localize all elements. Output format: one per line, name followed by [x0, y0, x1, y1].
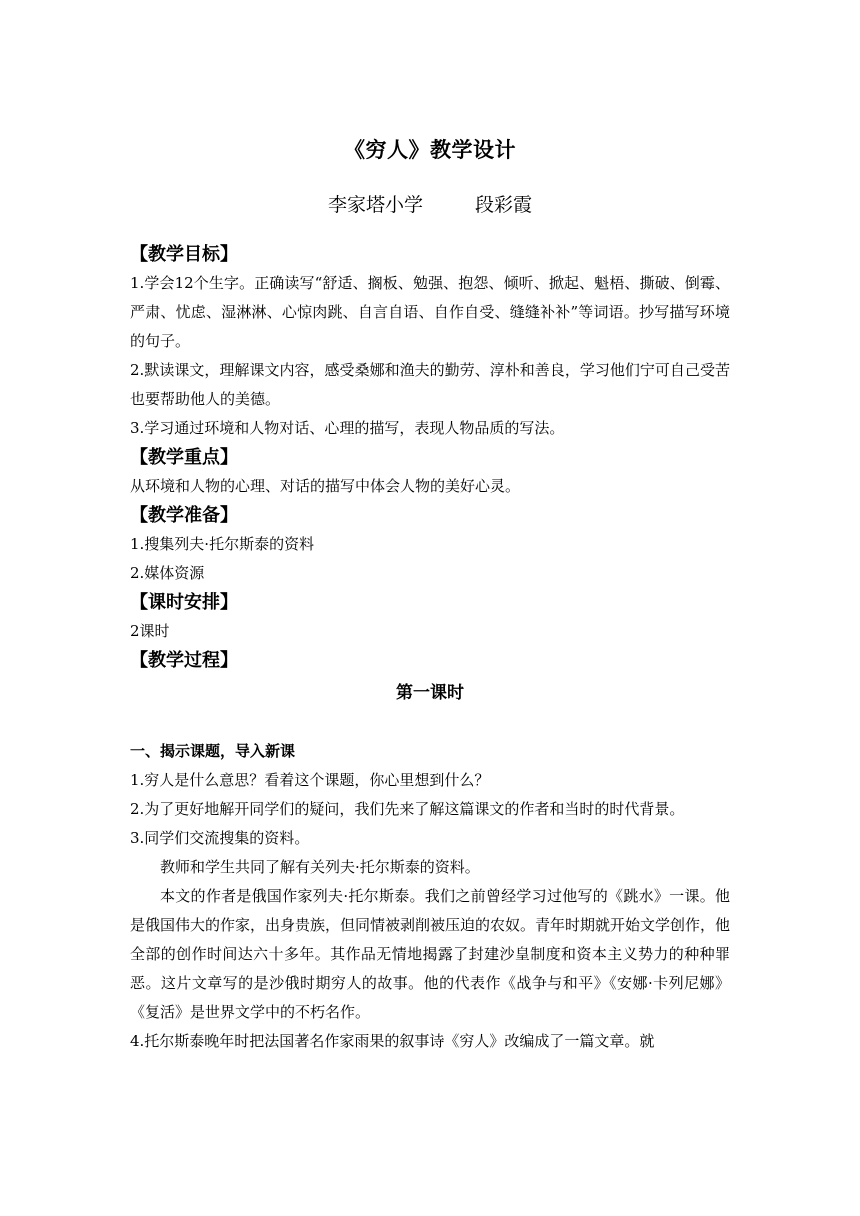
process-item-2: 2.为了更好地解开同学们的疑问，我们先来了解这篇课文的作者和当时的时代背景。	[130, 800, 685, 818]
process-item-1: 1.穷人是什么意思？看着这个课题，你心里想到什么？	[130, 771, 490, 789]
schedule-text: 2课时	[130, 622, 170, 640]
key-points-heading: 【教学重点】	[130, 447, 238, 468]
process-note: 教师和学生共同了解有关列夫·托尔斯泰的资料。	[160, 858, 480, 876]
author-background-paragraph: 本文的作者是俄国作家列夫·托尔斯泰。我们之前曾经学习过他写的《跳水》一课。他是俄国伟大的作家，出身贵族，但同情被剥削被压迫的农奴。青年时期就开始文学创作，他全部的创作时间达六十多年。其作品无情地揭露了封建沙皇制度和资本主义势力的种种罪恶。这片文章写的是沙俄时期穷人的故事。他的代表作《战争与和平》《安娜·卡列尼娜》《复活》是世界文学中的不朽名作。	[130, 887, 731, 1021]
section-spacer	[130, 711, 730, 737]
schedule-heading: 【课时安排】	[130, 592, 238, 613]
lesson-title: 第一课时	[396, 683, 464, 703]
process-item-4: 4.托尔斯泰晚年时把法国著名作家雨果的叙事诗《穷人》改编成了一篇文章。就	[130, 1032, 655, 1050]
document-title: 《穷人》教学设计	[344, 138, 516, 162]
preparation-item-2: 2.媒体资源	[130, 564, 205, 582]
objective-item-1: 1.学会12个生字。正确读写“舒适、搁板、勉强、抱怨、倾听、掀起、魁梧、撕破、倒霉、严肃、忧虑、湿淋淋、心惊肉跳、自言自语、自作自受、缝缝补补”等词语。抄写描写环境的句子。	[130, 274, 730, 350]
objective-item-3: 3.学习通过环境和人物对话、心理的描写，表现人物品质的写法。	[130, 419, 565, 437]
process-item-3: 3.同学们交流搜集的资料。	[130, 829, 310, 847]
key-points-text: 从环境和人物的心理、对话的描写中体会人物的美好心灵。	[130, 477, 521, 495]
document-content	[130, 130, 730, 1056]
school-name: 李家塔小学	[327, 194, 423, 216]
objective-item-2: 2.默读课文，理解课文内容，感受桑娜和渔夫的勤劳、淳朴和善良，学习他们宁可自己受苦也要帮助他人的美德。	[130, 361, 730, 408]
document-byline	[130, 188, 730, 222]
preparation-item-1: 1.搜集列夫·托尔斯泰的资料	[130, 535, 315, 553]
objectives-heading: 【教学目标】	[130, 244, 238, 265]
preparation-heading: 【教学准备】	[130, 505, 238, 526]
process-heading: 【教学过程】	[130, 650, 238, 671]
part-title: 一、揭示课题，导入新课	[130, 742, 296, 760]
author-name: 段彩霞	[475, 194, 533, 216]
